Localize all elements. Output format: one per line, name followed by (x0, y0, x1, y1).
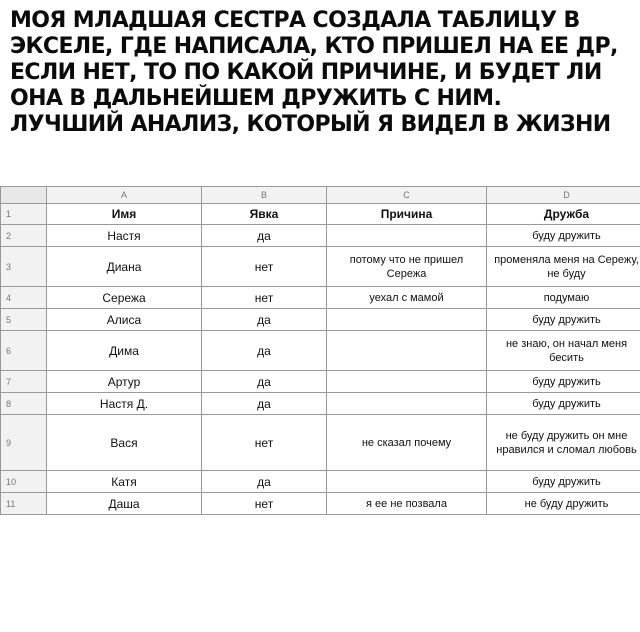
cell-reason[interactable]: не сказал почему (327, 415, 487, 471)
row-number[interactable]: 5 (1, 309, 47, 331)
column-header-a[interactable]: A (47, 187, 202, 204)
cell-friendship[interactable]: подумаю (487, 287, 640, 309)
table-row (1, 471, 640, 493)
table-row (1, 371, 640, 393)
table-row (1, 415, 640, 471)
cell-friendship[interactable]: буду дружить (487, 371, 640, 393)
row-number[interactable]: 10 (1, 471, 47, 493)
row-number[interactable]: 2 (1, 225, 47, 247)
column-header-d[interactable]: D (487, 187, 640, 204)
spreadsheet (0, 186, 640, 515)
cell-reason[interactable] (327, 331, 487, 371)
row-number[interactable]: 1 (1, 204, 47, 225)
cell-name[interactable]: Катя (47, 471, 202, 493)
cell-friendship[interactable]: променяла меня на Сережу, не буду (487, 247, 640, 287)
cell-reason[interactable] (327, 471, 487, 493)
cell-friendship[interactable]: буду дружить (487, 471, 640, 493)
caption-line: ЭКСЕЛЕ, ГДЕ НАПИСАЛА, КТО ПРИШЕЛ НА ЕЕ ДР, (10, 34, 618, 59)
caption-line: МОЯ МЛАДШАЯ СЕСТРА СОЗДАЛА ТАБЛИЦУ В (10, 8, 580, 33)
cell-attendance[interactable]: да (202, 331, 327, 371)
cell-friendship[interactable]: буду дружить (487, 309, 640, 331)
cell-name[interactable]: Настя Д. (47, 393, 202, 415)
header-cell-reason[interactable]: Причина (327, 204, 487, 225)
meme-caption (10, 8, 630, 138)
cell-reason[interactable]: потому что не пришел Сережа (327, 247, 487, 287)
table-row (1, 331, 640, 371)
cell-attendance[interactable]: нет (202, 493, 327, 515)
table-row (1, 287, 640, 309)
cell-attendance[interactable]: нет (202, 287, 327, 309)
cell-name[interactable]: Даша (47, 493, 202, 515)
row-number[interactable]: 8 (1, 393, 47, 415)
header-cell-attendance[interactable]: Явка (202, 204, 327, 225)
cell-reason[interactable] (327, 371, 487, 393)
cell-friendship[interactable]: буду дружить (487, 225, 640, 247)
caption-line: ЕСЛИ НЕТ, ТО ПО КАКОЙ ПРИЧИНЕ, И БУДЕТ ЛИ (10, 60, 602, 85)
row-number[interactable]: 7 (1, 371, 47, 393)
cell-attendance[interactable]: да (202, 225, 327, 247)
cell-name[interactable]: Вася (47, 415, 202, 471)
cell-friendship[interactable]: не знаю, он начал меня бесить (487, 331, 640, 371)
row-number[interactable]: 3 (1, 247, 47, 287)
table-row (1, 225, 640, 247)
cell-attendance[interactable]: да (202, 471, 327, 493)
cell-friendship[interactable]: не буду дружить (487, 493, 640, 515)
cell-reason[interactable] (327, 225, 487, 247)
cell-attendance[interactable]: нет (202, 415, 327, 471)
column-header-b[interactable]: B (202, 187, 327, 204)
cell-attendance[interactable]: да (202, 393, 327, 415)
select-all-corner[interactable] (1, 187, 47, 204)
cell-reason[interactable] (327, 393, 487, 415)
cell-reason[interactable]: уехал с мамой (327, 287, 487, 309)
cell-name[interactable]: Алиса (47, 309, 202, 331)
cell-name[interactable]: Дима (47, 331, 202, 371)
spreadsheet-grid (0, 186, 640, 515)
cell-attendance[interactable]: да (202, 309, 327, 331)
cell-name[interactable]: Артур (47, 371, 202, 393)
cell-name[interactable]: Диана (47, 247, 202, 287)
caption-line: ОНА В ДАЛЬНЕЙШЕМ ДРУЖИТЬ С НИМ. (10, 86, 502, 111)
cell-friendship[interactable]: буду дружить (487, 393, 640, 415)
header-cell-name[interactable]: Имя (47, 204, 202, 225)
cell-name[interactable]: Сережа (47, 287, 202, 309)
table-row (1, 493, 640, 515)
cell-attendance[interactable]: да (202, 371, 327, 393)
row-number[interactable]: 9 (1, 415, 47, 471)
table-row (1, 393, 640, 415)
column-header-c[interactable]: C (327, 187, 487, 204)
cell-name[interactable]: Настя (47, 225, 202, 247)
table-row (1, 309, 640, 331)
row-number[interactable]: 6 (1, 331, 47, 371)
row-number[interactable]: 11 (1, 493, 47, 515)
cell-attendance[interactable]: нет (202, 247, 327, 287)
header-cell-friendship[interactable]: Дружба (487, 204, 640, 225)
cell-friendship[interactable]: не буду дружить он мне нравился и сломал любовь (487, 415, 640, 471)
row-number[interactable]: 4 (1, 287, 47, 309)
cell-reason[interactable] (327, 309, 487, 331)
cell-reason[interactable]: я ее не позвала (327, 493, 487, 515)
caption-line: ЛУЧШИЙ АНАЛИЗ, КОТОРЫЙ Я ВИДЕЛ В ЖИЗНИ (10, 112, 611, 137)
table-row (1, 247, 640, 287)
